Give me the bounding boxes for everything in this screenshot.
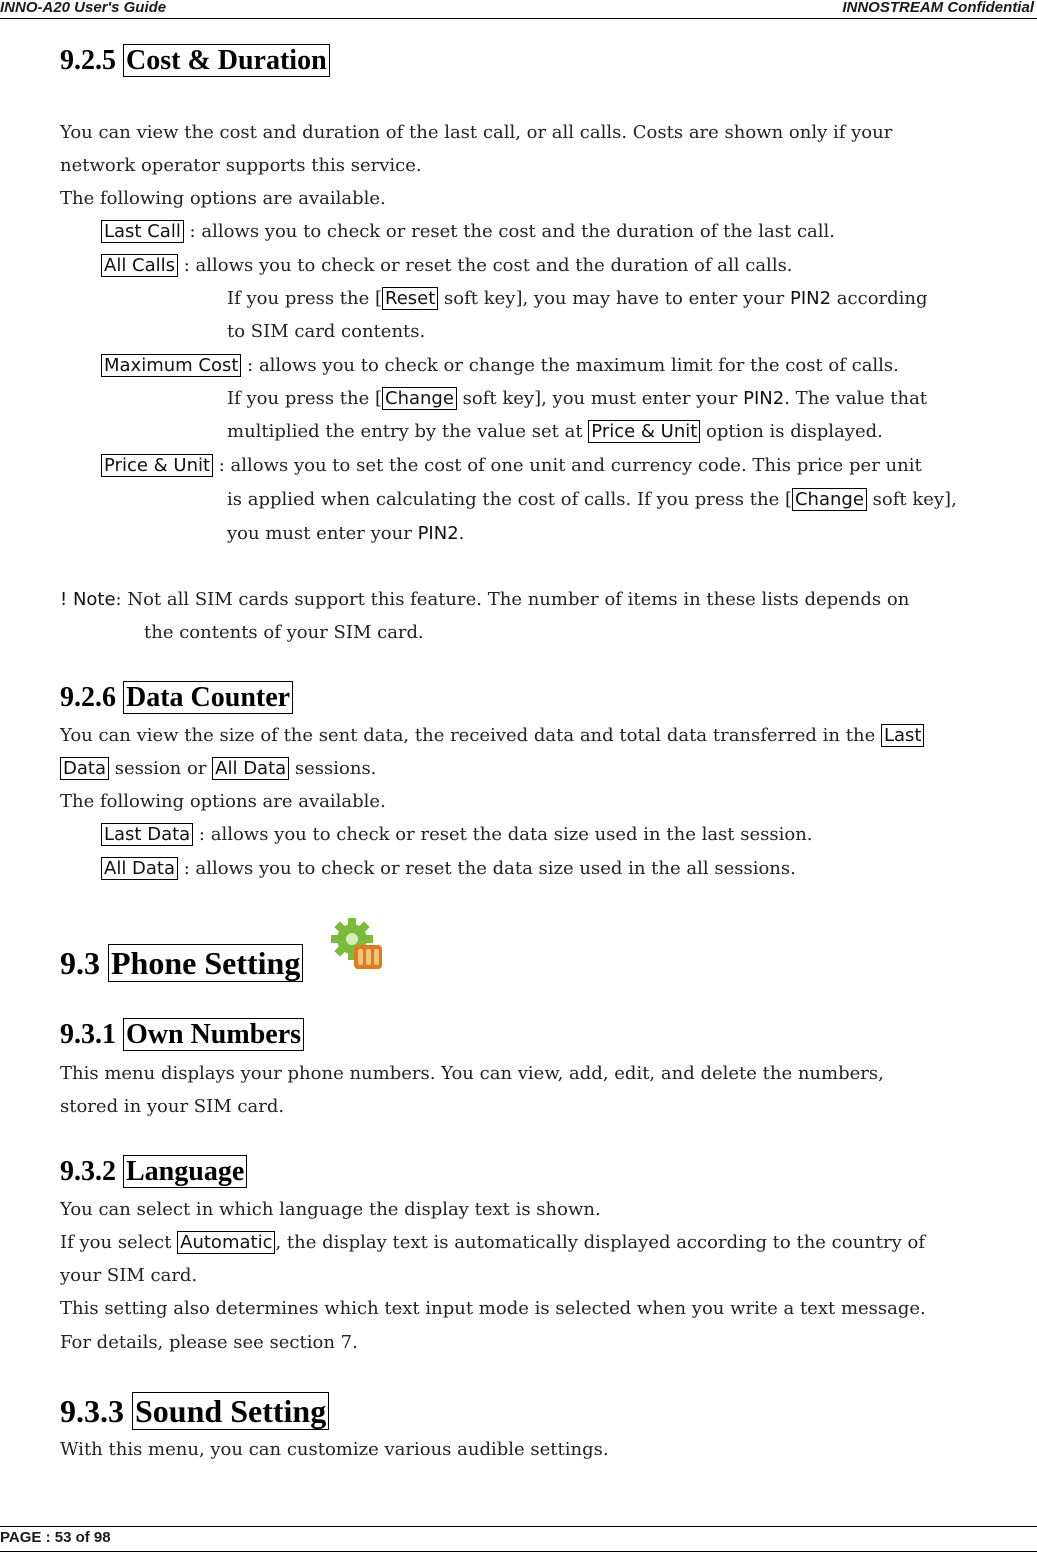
heading-own-numbers — [60, 1018, 304, 1052]
option-desc: : allows you to check or reset the cost and the duration of all calls. — [178, 255, 793, 276]
last-data-ref-part2: Data — [60, 757, 109, 780]
heading-language — [60, 1155, 247, 1189]
option-desc: : allows you to check or reset the data size used in the last session. — [193, 824, 813, 845]
option-label: All Data — [101, 857, 178, 880]
own-numbers-line2: stored in your SIM card. — [60, 1096, 285, 1117]
pin2-term: PIN2 — [417, 523, 459, 544]
header-confidential: INNOSTREAM Confidential — [842, 0, 1034, 16]
last-data-ref-part1: Last — [881, 724, 925, 747]
automatic-option: Automatic — [177, 1231, 275, 1254]
language-line2 — [60, 1232, 925, 1254]
option-label: All Calls — [101, 254, 178, 277]
header-doc-title: INNO-A20 User's Guide — [0, 0, 167, 16]
text: according — [831, 288, 928, 309]
text: If you press the [ — [227, 288, 383, 309]
max-cost-line2 — [227, 388, 927, 410]
language-line5: For details, please see section 7. — [60, 1332, 358, 1353]
option-label: Maximum Cost — [101, 354, 241, 377]
text: , the display text is automatically displayed according to the country of — [275, 1232, 926, 1253]
settings-gear-icon — [328, 915, 388, 975]
heading-number: 9.3.2 — [60, 1156, 116, 1187]
heading-cost-duration — [60, 44, 330, 78]
heading-number: 9.3.3 — [60, 1393, 124, 1429]
language-line3: your SIM card. — [60, 1265, 198, 1286]
price-line2 — [227, 489, 957, 511]
price-unit-ref: Price & Unit — [588, 420, 700, 443]
text: . — [458, 523, 465, 544]
heading-title: Sound Setting — [132, 1392, 329, 1430]
note-line1 — [60, 589, 909, 611]
text: If you press the [ — [227, 388, 383, 409]
option-label: Last Data — [101, 823, 193, 846]
sound-setting-line1: With this menu, you can customize various audible settings. — [60, 1439, 609, 1460]
cost-intro-line3: The following options are available. — [60, 188, 386, 209]
option-desc: : allows you to set the cost of one unit and currency code. This price per unit — [213, 455, 922, 476]
option-all-data — [101, 858, 796, 880]
text: soft key], you must enter your — [456, 388, 744, 409]
data-intro-line3: The following options are available. — [60, 791, 386, 812]
heading-number: 9.2.5 — [60, 45, 116, 76]
option-label: Last Call — [101, 220, 184, 243]
own-numbers-line1: This menu displays your phone numbers. You can view, add, edit, and delete the numbers, — [60, 1063, 884, 1084]
cost-intro-line1: You can view the cost and duration of the last call, or all calls. Costs are shown only if your — [60, 122, 893, 143]
note-line2: the contents of your SIM card. — [144, 622, 424, 643]
heading-title: Data Counter — [123, 681, 293, 714]
text: soft key], you may have to enter your — [438, 288, 790, 309]
option-desc: : allows you to check or reset the data size used in the all sessions. — [178, 858, 796, 879]
option-label: Price & Unit — [101, 454, 213, 477]
heading-title: Cost & Duration — [123, 44, 330, 77]
page-footer — [0, 1526, 1037, 1552]
heading-sound-setting — [60, 1392, 329, 1430]
change-key: Change — [792, 488, 867, 511]
option-maximum-cost — [101, 355, 899, 377]
option-last-data — [101, 824, 813, 846]
option-desc: : allows you to check or reset the cost and the duration of the last call. — [183, 221, 836, 242]
data-intro-line1 — [60, 725, 924, 747]
price-line3 — [227, 523, 464, 545]
page-header — [0, 0, 1037, 19]
heading-title: Phone Setting — [108, 944, 303, 982]
text: You can view the size of the sent data, the received data and total data transferred in the — [60, 725, 881, 746]
pin2-term: PIN2 — [743, 388, 785, 409]
language-line1: You can select in which language the display text is shown. — [60, 1199, 601, 1220]
option-price-unit — [101, 455, 922, 477]
note-label: ! Note — [60, 589, 116, 610]
text: soft key], — [866, 489, 957, 510]
option-last-call — [101, 221, 835, 243]
heading-data-counter — [60, 681, 293, 715]
text: If you select — [60, 1232, 178, 1253]
heading-phone-setting — [60, 944, 303, 982]
pin2-term: PIN2 — [789, 288, 832, 309]
language-line4: This setting also determines which text input mode is selected when you write a text message. — [60, 1298, 926, 1319]
max-cost-line3 — [227, 421, 883, 443]
page-number: PAGE : 53 of 98 — [0, 1529, 111, 1546]
text: is applied when calculating the cost of calls. If you press the [ — [227, 489, 792, 510]
text: multiplied the entry by the value set at — [227, 421, 589, 442]
option-desc: : allows you to check or change the maximum limit for the cost of calls. — [241, 355, 899, 376]
cost-intro-line2: network operator supports this service. — [60, 155, 422, 176]
change-key: Change — [382, 387, 457, 410]
heading-title: Own Numbers — [123, 1018, 304, 1051]
all-data-ref: All Data — [212, 757, 289, 780]
reset-key: Reset — [382, 287, 438, 310]
data-intro-line2 — [60, 758, 376, 780]
text: option is displayed. — [700, 421, 883, 442]
text: sessions. — [289, 758, 377, 779]
option-all-calls — [101, 255, 793, 277]
heading-title: Language — [123, 1155, 247, 1188]
heading-number: 9.3 — [60, 945, 100, 981]
text: session or — [108, 758, 213, 779]
all-calls-line3: to SIM card contents. — [227, 321, 426, 342]
heading-number: 9.2.6 — [60, 682, 116, 713]
text: . The value that — [784, 388, 928, 409]
note-text: : Not all SIM cards support this feature. The number of items in these lists depends on — [115, 589, 910, 610]
all-calls-line2 — [227, 288, 928, 310]
heading-number: 9.3.1 — [60, 1019, 116, 1050]
text: you must enter your — [227, 523, 418, 544]
